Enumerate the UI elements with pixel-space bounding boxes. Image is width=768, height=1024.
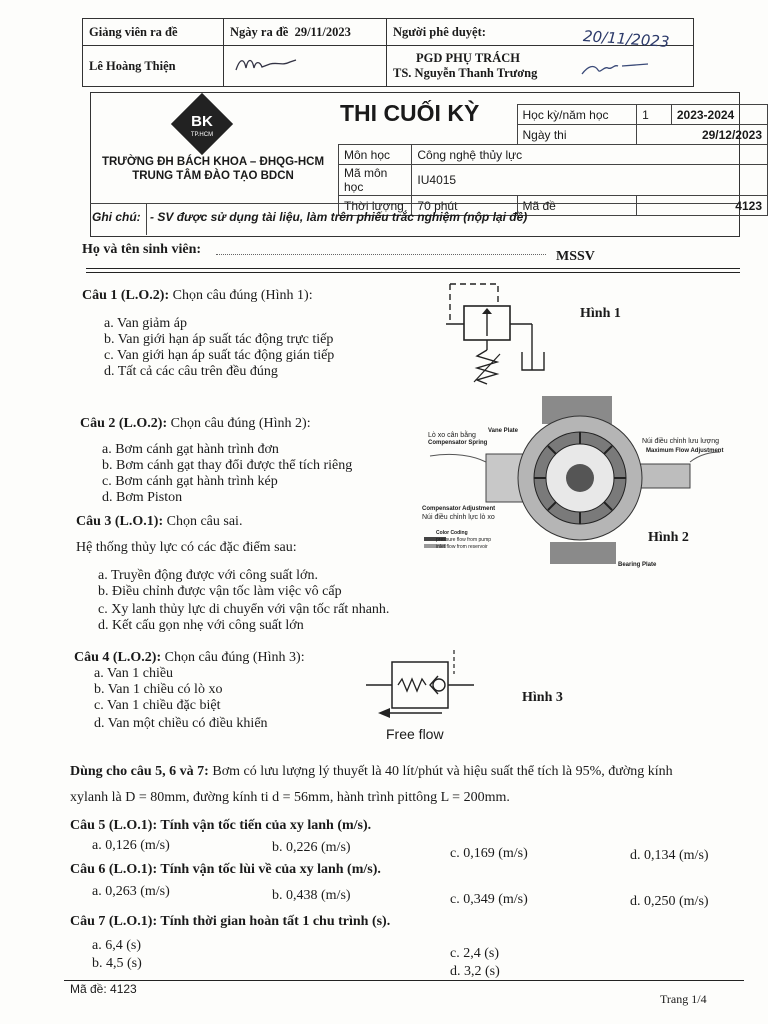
subject-value: Công nghệ thủy lực	[412, 145, 768, 165]
handwritten-date: 20/11/2023	[582, 27, 670, 51]
approver-title: PGD PHỤ TRÁCH	[416, 51, 520, 65]
common-text1: Dùng cho câu 5, 6 và 7: Bơm có lưu lượng lý thuyết là 40 lít/phút và hiệu suất thể tích là 95%, đường kính	[70, 764, 673, 779]
q2-option-c: c. Bơm cánh gạt hành trình kép	[102, 474, 278, 489]
q4-option-b: b. Van 1 chiều có lò xo	[94, 682, 223, 697]
code-label: Mã môn học	[339, 165, 412, 196]
exam-code-value: 4123	[637, 196, 768, 216]
q4-header	[74, 650, 305, 666]
exam-title: THI CUỐI KỲ	[340, 100, 480, 126]
q7-option-d: d. 3,2 (s)	[450, 964, 500, 979]
code-value: IU4015	[412, 165, 768, 196]
label-comp-adj-en: Compensator Adjustment	[422, 506, 496, 512]
logo-text: BK	[191, 113, 213, 130]
q7-option-b: b. 4,5 (s)	[92, 956, 142, 971]
q1-option-c: c. Van giới hạn áp suất tác động gián tiếp	[104, 348, 335, 363]
q6-option-a: a. 0,263 (m/s)	[92, 884, 170, 899]
date-value: 29/11/2023	[294, 24, 351, 39]
exam-info-table	[338, 104, 768, 216]
q2-option-b: b. Bơm cánh gạt thay đổi được thể tích riêng	[102, 458, 353, 473]
relief-valve-symbol-icon	[436, 280, 586, 390]
q5-option-a: a. 0,126 (m/s)	[92, 838, 170, 853]
note-value: - SV được sử dụng tài liệu, làm trên phiếu trắc nghiệm (nộp lại đề)	[150, 210, 528, 224]
q2-option-a: a. Bơm cánh gạt hành trình đơn	[102, 442, 279, 457]
footer-code: Mã đề: 4123	[70, 982, 137, 996]
q4-prompt: Chọn câu đúng (Hình 3):	[164, 650, 305, 665]
q7-title: Câu 7 (L.O.1): Tính thời gian hoàn tất 1 chu trình (s).	[70, 914, 391, 929]
exam-date-value: 29/12/2023	[637, 125, 768, 145]
approver-label: Người phê duyệt:	[387, 19, 694, 46]
exam-date-label: Ngày thi	[517, 125, 637, 145]
q3-intro: Hệ thống thủy lực có các đặc điểm sau:	[76, 540, 297, 555]
label-comp-adj-vn: Núi điều chỉnh lực lò xo	[422, 514, 495, 521]
q1-header	[82, 288, 313, 304]
q1-option-a: a. Van giảm áp	[104, 316, 187, 331]
student-name-label: Họ và tên sinh viên:	[82, 242, 202, 257]
divider	[86, 268, 740, 269]
q7-option-c: c. 2,4 (s)	[450, 946, 499, 961]
q4-option-a: a. Van 1 chiều	[94, 666, 174, 681]
label-spring-en: Compensator Spring	[428, 440, 488, 446]
school-line1: TRƯỜNG ĐH BÁCH KHOA – ĐHQG-HCM	[101, 156, 325, 168]
q3-option-b: b. Điều chỉnh được vận tốc làm việc vô cấp	[98, 584, 342, 599]
q2-title: Câu 2 (L.O.2):	[80, 416, 168, 431]
q5-option-d: d. 0,134 (m/s)	[630, 848, 709, 863]
student-id-label: MSSV	[556, 249, 595, 264]
q1-option-d: d. Tất cả các câu trên đều đúng	[104, 364, 278, 379]
q3-prompt: Chọn câu sai.	[166, 514, 243, 529]
lecturer-label: Giảng viên ra đề	[83, 19, 224, 46]
q5-option-c: c. 0,169 (m/s)	[450, 846, 528, 861]
label-spring-vn: Lò xo cân bằng	[428, 432, 476, 439]
duration-value: 70 phút	[412, 196, 517, 216]
signature-icon	[230, 52, 320, 76]
q4-option-d: d. Van một chiều có điều khiển	[94, 716, 268, 731]
arrow-left-icon	[376, 706, 446, 720]
footer-divider	[64, 980, 744, 981]
duration-label: Thời lượng	[339, 196, 412, 216]
label-vane-plate: Vane Plate	[488, 428, 519, 434]
label-color-coding: Color Coding	[436, 530, 468, 536]
figure2-label: Hình 2	[648, 530, 689, 545]
lecturer-name: Lê Hoàng Thiện	[83, 46, 224, 87]
q6-option-c: c. 0,349 (m/s)	[450, 892, 528, 907]
date-label: Ngày ra đề	[230, 24, 289, 39]
q6-option-d: d. 0,250 (m/s)	[630, 894, 709, 909]
label-bearing-plate: Bearing Plate	[618, 562, 657, 568]
q1-prompt: Chọn câu đúng (Hình 1):	[172, 288, 313, 303]
q3-option-c: c. Xy lanh thủy lực di chuyển với vận tốc rất nhanh.	[98, 602, 390, 617]
note-label: Ghi chú:	[92, 210, 141, 224]
q1-title: Câu 1 (L.O.2):	[82, 288, 170, 303]
figure1-label: Hình 1	[580, 306, 621, 321]
q5-option-b: b. 0,226 (m/s)	[272, 840, 351, 855]
approver-name: TS. Nguyễn Thanh Trương	[393, 66, 538, 80]
exam-code-label: Mã đề	[517, 196, 637, 216]
q4-option-c: c. Van 1 chiều đặc biệt	[94, 698, 221, 713]
footer-page: Trang 1/4	[660, 992, 707, 1006]
label-flow-adj-en: Maximum Flow Adjustment	[646, 448, 724, 454]
semester-value: 1	[637, 105, 672, 125]
divider	[86, 272, 740, 273]
semester-label: Học kỳ/năm học	[517, 105, 637, 125]
lecturer-signature	[224, 46, 387, 87]
q3-title: Câu 3 (L.O.1):	[76, 514, 164, 529]
q4-title: Câu 4 (L.O.2):	[74, 650, 162, 665]
common-text2: xylanh là D = 80mm, đường kính ti d = 56mm, hành trình pittông L = 200mm.	[70, 790, 510, 805]
figure3-label: Hình 3	[522, 690, 563, 705]
q3-header	[76, 514, 242, 530]
q2-prompt: Chọn câu đúng (Hình 2):	[170, 416, 311, 431]
label-pressure-flow: pressure flow from pump	[436, 537, 492, 543]
q7-option-a: a. 6,4 (s)	[92, 938, 141, 953]
approver-signature-icon	[578, 58, 668, 82]
q6-title: Câu 6 (L.O.1): Tính vận tốc lùi về của xy lanh (m/s).	[70, 862, 381, 877]
student-name-line	[216, 254, 546, 255]
divider	[90, 203, 738, 204]
label-inlet-flow: inlet flow from reservoir	[436, 544, 488, 550]
school-line2: TRUNG TÂM ĐÀO TẠO BDCN	[132, 170, 294, 182]
divider	[146, 204, 147, 235]
q5-title: Câu 5 (L.O.1): Tính vận tốc tiến của xy lanh (m/s).	[70, 818, 372, 833]
common-title: Dùng cho câu 5, 6 và 7:	[70, 764, 209, 779]
logo-sub: TP.HCM	[190, 132, 214, 138]
q1-option-b: b. Van giới hạn áp suất tác động trực tiếp	[104, 332, 334, 347]
q2-option-d: d. Bơm Piston	[102, 490, 183, 505]
subject-label: Môn học	[339, 145, 412, 165]
q3-option-a: a. Truyền động được với công suất lớn.	[98, 568, 318, 583]
q2-header	[80, 416, 311, 432]
q3-option-d: d. Kết cấu gọn nhẹ với công suất lớn	[98, 618, 304, 633]
label-flow-adj-vn: Núi điều chỉnh lưu lượng	[642, 438, 720, 445]
free-flow-label: Free flow	[386, 726, 444, 742]
q6-option-b: b. 0,438 (m/s)	[272, 888, 351, 903]
year-value: 2023-2024	[671, 105, 767, 125]
